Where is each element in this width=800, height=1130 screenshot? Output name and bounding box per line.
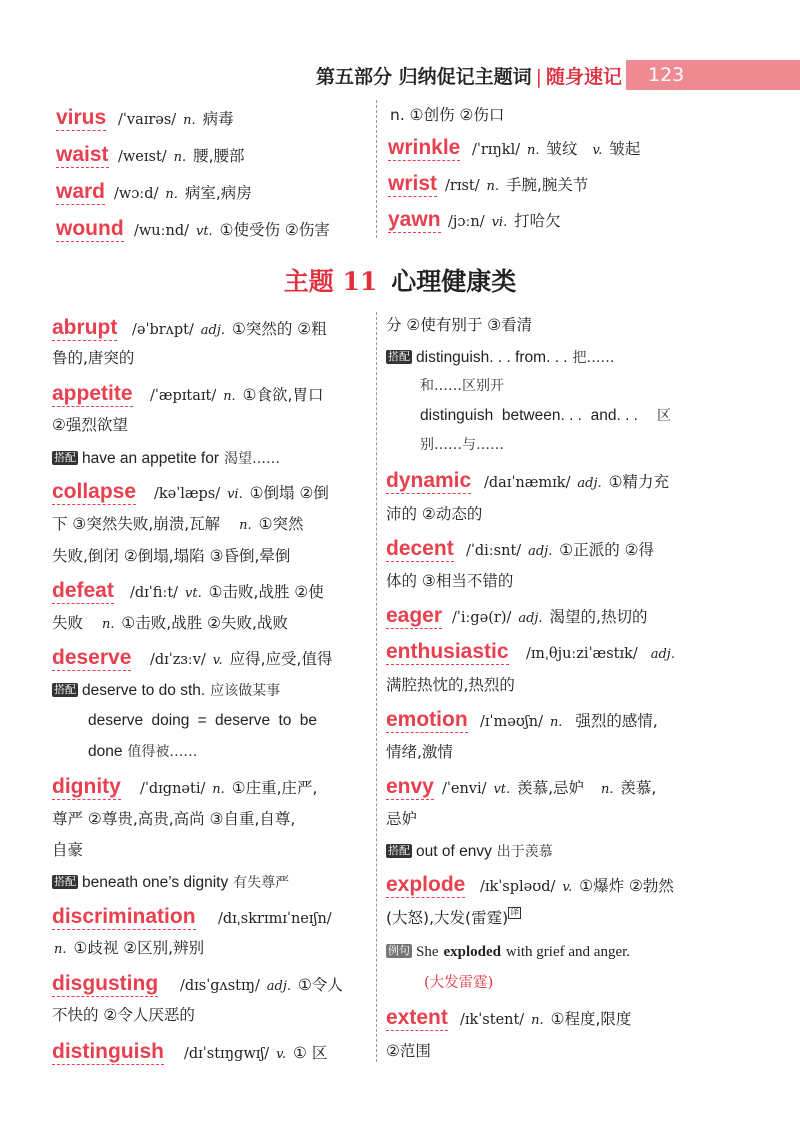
phonetic: /ˈiːgə(r)/ <box>452 610 512 626</box>
part-of-speech: vt. <box>493 782 511 797</box>
collocation <box>88 740 197 763</box>
meaning: 应得,应受,值得 <box>229 650 333 668</box>
example-text: with grief and anger. <box>505 944 631 960</box>
collocation-chinese: 和……区别开 <box>420 378 504 394</box>
entry-definition <box>130 581 324 605</box>
example-keyword: exploded <box>443 944 501 960</box>
part-of-speech: n. <box>600 782 614 797</box>
collocation-english: distinguish between. . . and. . . <box>420 407 638 424</box>
meaning: 羡慕,忌妒 <box>517 779 585 797</box>
collocation-tag: 搭配 <box>54 451 76 464</box>
meaning: ①倒塌 ②倒 <box>249 484 329 502</box>
phonetic: /dɪˌskrɪmɪˈneɪʃn/ <box>218 911 332 927</box>
page-header <box>0 60 800 92</box>
meaning: ①庄重,庄严, <box>231 779 318 797</box>
topic-number: 主题 11 <box>283 267 378 296</box>
entry-word: enthusiastic <box>386 640 509 663</box>
translation-marker: 译 <box>510 908 520 918</box>
meaning: 打哈欠 <box>514 212 561 230</box>
entry-word: virus <box>56 106 107 129</box>
meaning: (大怒),大发(雷霆) <box>386 909 509 927</box>
meaning: 强烈的感情, <box>575 712 658 730</box>
definition-line <box>52 513 303 537</box>
section-name: 第五部分 归纳促记主题词 <box>315 66 532 88</box>
continued-text: n. ①创伤 ②伤口 <box>390 106 505 124</box>
entry-definition <box>118 145 245 169</box>
part-of-speech: adj. <box>528 544 553 559</box>
collocation <box>386 840 553 863</box>
phonetic: /jɔːn/ <box>448 214 485 230</box>
meaning: ①令人 <box>297 976 343 994</box>
entry-word: wrist <box>388 172 438 195</box>
part-of-speech: adj. <box>577 476 602 491</box>
part-of-speech: n. <box>173 150 187 165</box>
phonetic: /daɪˈnæmɪk/ <box>484 475 571 491</box>
entry-word: dynamic <box>386 469 472 492</box>
part-of-speech: n. <box>165 187 178 202</box>
meaning: ①精力充 <box>608 473 669 491</box>
entry-word: deserve <box>52 646 132 669</box>
part-of-speech: v. <box>212 653 223 668</box>
part-of-speech: vt. <box>195 224 213 239</box>
phonetic: /ˈrɪŋkl/ <box>472 142 521 158</box>
example-tag: 例句 <box>388 944 410 957</box>
part-of-speech: n. <box>239 518 252 533</box>
collocation-english: distinguish. . . from. . . <box>416 349 568 366</box>
part-of-speech: v. <box>592 143 603 158</box>
collocation-english: out of envy <box>416 843 492 860</box>
entry-definition <box>134 219 330 243</box>
part-of-speech: adj. <box>266 979 292 994</box>
meaning: 下 ③突然失败,崩溃,瓦解 <box>52 515 221 533</box>
collocation <box>52 447 280 470</box>
phonetic: /ˈæpɪtaɪt/ <box>150 388 217 404</box>
meaning: ①突然 <box>258 515 304 533</box>
example-text: She <box>416 944 439 960</box>
entry-definition <box>480 710 658 734</box>
entry-definition <box>448 210 561 234</box>
collocation-chinese: 别……与…… <box>420 437 504 453</box>
collocation-chinese: 把…… <box>572 350 615 366</box>
entry-word: decent <box>386 537 454 560</box>
collocation-chinese: 渴望…… <box>223 451 280 467</box>
phonetic: /ˈdɪgnəti/ <box>140 781 206 797</box>
collocation-english: deserve to do sth. <box>82 682 206 699</box>
continued-definition <box>388 104 506 126</box>
collocation-english: have an appetite for <box>82 450 220 467</box>
definition-line: 鲁的,唐突的 <box>52 349 135 367</box>
part-of-speech: vi. <box>491 215 508 230</box>
collocation-english: done <box>88 743 123 760</box>
entry-word: distinguish <box>52 1040 164 1063</box>
meaning: 病室,病房 <box>184 184 252 202</box>
definition-line: 体的 ③相当不错的 <box>386 572 514 590</box>
definition-line: 自豪 <box>52 841 84 859</box>
entry-definition <box>472 138 640 162</box>
phonetic: /dɪˈzɜːv/ <box>150 652 206 668</box>
entry-definition <box>114 182 252 206</box>
meaning: 病毒 <box>202 110 234 128</box>
entry-word: yawn <box>388 208 441 231</box>
meaning: 手腕,腕关节 <box>506 176 589 194</box>
entry-word: wrinkle <box>388 136 461 159</box>
entry-word: defeat <box>52 579 114 602</box>
topic-heading <box>0 262 800 298</box>
header-tag: 随身速记 <box>545 66 622 88</box>
collocation-english: deserve doing = deserve to be <box>88 712 317 729</box>
entry-definition <box>180 974 343 998</box>
entry-word: extent <box>386 1006 448 1029</box>
meaning: 失败 <box>52 614 84 632</box>
entry-word: collapse <box>52 480 137 503</box>
phonetic: /ˈvaɪrəs/ <box>118 112 177 128</box>
part-of-speech: n. <box>486 179 500 194</box>
page-number: 123 <box>626 60 800 90</box>
continued-definition: 分 ②使有别于 ③看清 <box>386 316 533 334</box>
entry-word: discrimination <box>52 905 196 928</box>
definition-line <box>386 907 521 929</box>
collocation <box>420 404 671 427</box>
phonetic: /ˈenvi/ <box>442 781 487 797</box>
phonetic: /dɪˈstɪŋgwɪʃ/ <box>184 1046 270 1062</box>
phonetic: /ɪkˈstent/ <box>460 1012 525 1028</box>
phonetic: /kəˈlæps/ <box>154 486 221 502</box>
collocation-chinese: 值得被…… <box>127 744 198 760</box>
collocation-tag: 搭配 <box>54 683 76 696</box>
entry-definition <box>184 1042 327 1066</box>
entry-definition <box>218 907 332 930</box>
phonetic: /ˈdiːsnt/ <box>466 543 522 559</box>
entry-definition <box>526 642 677 666</box>
collocation-chinese: 应该做某事 <box>210 683 281 699</box>
phonetic: /wɔːd/ <box>114 186 159 202</box>
collocation <box>52 679 280 702</box>
part-of-speech: n. <box>101 617 115 632</box>
definition-line: 情绪,激情 <box>386 743 453 761</box>
part-of-speech: vt. <box>185 586 202 601</box>
entry-definition <box>118 108 234 132</box>
phonetic: /wuːnd/ <box>134 223 190 239</box>
entry-word: disgusting <box>52 972 159 995</box>
column-divider-main <box>376 312 377 1062</box>
collocation-chinese: 区 <box>656 408 671 424</box>
part-of-speech: n. <box>549 715 563 730</box>
part-of-speech: adj. <box>650 647 675 662</box>
entry-definition <box>466 539 654 563</box>
part-of-speech: n. <box>223 389 236 404</box>
phonetic: /ɪˈməʊʃn/ <box>480 714 543 730</box>
entry-definition <box>132 318 327 342</box>
meaning: ①击败,战胜 ②使 <box>208 583 324 601</box>
meaning: ①食欲,胃口 <box>242 386 324 404</box>
meaning: 羡慕, <box>620 779 657 797</box>
phonetic: /ɪnˌθjuːziˈæstɪk/ <box>526 646 638 662</box>
collocation-english: beneath one’s dignity <box>82 874 229 891</box>
part-of-speech: n. <box>183 113 196 128</box>
entry-word: abrupt <box>52 316 118 339</box>
header-separator: | <box>535 66 542 88</box>
entry-word: appetite <box>52 382 133 405</box>
definition-line: 沛的 ②动态的 <box>386 505 483 523</box>
part-of-speech: adj. <box>518 611 543 626</box>
collocation-chinese: 有失尊严 <box>233 875 290 891</box>
entry-definition <box>484 471 669 495</box>
collocation <box>386 346 615 369</box>
phonetic: /dɪˈfiːt/ <box>130 585 179 601</box>
entry-definition <box>140 777 317 801</box>
phonetic: /rɪst/ <box>445 178 480 194</box>
meaning: ①突然的 ②粗 <box>231 320 327 338</box>
meaning: ①使受伤 ②伤害 <box>219 221 330 239</box>
phonetic: /dɪsˈgʌstɪŋ/ <box>180 978 260 994</box>
entry-word: dignity <box>52 775 121 798</box>
definition-line: 尊严 ②尊贵,高贵,高尚 ③自重,自尊, <box>52 810 296 828</box>
part-of-speech: n. <box>531 1013 544 1028</box>
entry-definition <box>150 648 332 672</box>
part-of-speech: n. <box>527 143 540 158</box>
entry-word: waist <box>56 143 109 166</box>
column-divider-top <box>376 100 377 238</box>
part-of-speech: adj. <box>200 323 226 338</box>
meaning: 皱纹 <box>546 140 578 158</box>
entry-definition <box>480 875 674 899</box>
collocation-chinese: 出于羡慕 <box>496 844 553 860</box>
entry-definition <box>452 606 647 630</box>
meaning: ①爆炸 ②勃然 <box>579 877 674 895</box>
example-translation: (大发雷霆) <box>424 975 494 991</box>
entry-definition <box>442 777 656 801</box>
meaning: ①正派的 ②得 <box>559 541 655 559</box>
phonetic: /ɪkˈspləʊd/ <box>480 879 556 895</box>
meaning: 皱起 <box>609 140 641 158</box>
definition-line <box>52 612 288 636</box>
part-of-speech: v. <box>562 880 573 895</box>
meaning: ①击败,战胜 ②失败,战败 <box>121 614 288 632</box>
part-of-speech: v. <box>276 1047 287 1062</box>
meaning: ① 区 <box>293 1044 328 1062</box>
definition-line: ②范围 <box>386 1042 431 1060</box>
part-of-speech: vi. <box>227 487 243 502</box>
entry-word: emotion <box>386 708 468 731</box>
collocation <box>52 871 289 894</box>
header-section-title <box>316 62 622 89</box>
definition-line: 不快的 ②令人厌恶的 <box>52 1006 195 1024</box>
meaning: ①程度,限度 <box>550 1010 632 1028</box>
entry-word: wound <box>56 217 124 240</box>
entry-definition <box>150 384 323 408</box>
definition-line: 失败,倒闭 ②倒塌,塌陷 ③昏倒,晕倒 <box>52 547 291 565</box>
topic-title: 心理健康类 <box>391 267 517 296</box>
meaning: 腰,腰部 <box>193 147 245 165</box>
entry-word: explode <box>386 873 466 896</box>
example-sentence <box>386 940 630 963</box>
collocation-tag: 搭配 <box>388 350 410 363</box>
definition-line: 满腔热忱的,热烈的 <box>386 676 515 694</box>
definition-line <box>52 937 204 961</box>
entry-definition <box>460 1008 631 1032</box>
part-of-speech: n. <box>54 942 67 957</box>
entry-definition <box>154 482 329 506</box>
phonetic: /weɪst/ <box>118 149 167 165</box>
entry-word: eager <box>386 604 443 627</box>
definition-line: ②强烈欲望 <box>52 416 128 434</box>
collocation-tag: 搭配 <box>54 875 76 888</box>
part-of-speech: n. <box>212 782 225 797</box>
meaning: ①歧视 ②区别,辨别 <box>73 939 205 957</box>
definition-line: 忌妒 <box>386 810 418 828</box>
phonetic: /əˈbrʌpt/ <box>132 322 194 338</box>
collocation-tag: 搭配 <box>388 844 410 857</box>
meaning: 渴望的,热切的 <box>549 608 648 626</box>
entry-definition <box>445 174 588 198</box>
entry-word: ward <box>56 180 106 203</box>
entry-word: envy <box>386 775 434 798</box>
